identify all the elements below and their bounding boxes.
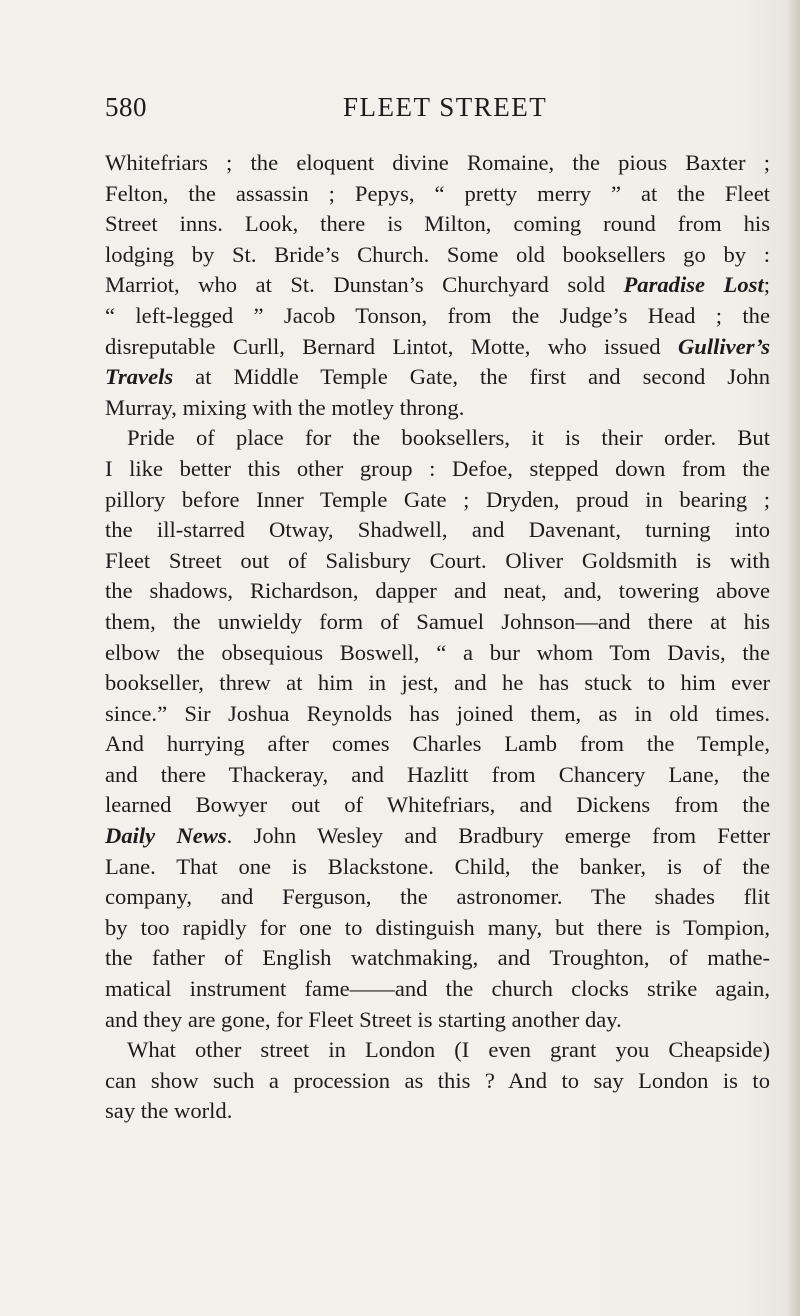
text-line: Murray, mixing with the motley throng. [105,394,465,420]
running-title: FLEET STREET [343,92,548,122]
text-line: Lane. That one is Blackstone. Child, the banker, is of the [105,853,770,879]
text-line: by too rapidly for one to distinguish many, but there is Tompion, [105,914,770,940]
text-line: them, the unwieldy form of Samuel Johnson—and there at his [105,608,770,634]
text-line: bookseller, threw at him in jest, and he has stuck to him ever [105,670,770,696]
text-line: matical instrument fame——and the church clocks strike again, [105,976,770,1002]
italic-title: Gulliver’s [677,333,770,359]
text-line: Felton, the assassin ; Pepys, “ pretty merry ” at the Fleet [105,180,770,206]
text-line: Travels at Middle Temple Gate, the first and second John [105,364,770,390]
text-line: I like better this other group : Defoe, stepped down from the [105,455,770,481]
text-line: Pride of place for the booksellers, it is their order. But [127,425,770,451]
text-line: pillory before Inner Temple Gate ; Dryden, proud in bearing ; [105,486,770,512]
italic-title: Daily News [105,823,227,849]
text-line: Fleet Street out of Salisbury Court. Oliver Goldsmith is with [105,547,770,573]
text-line: And hurrying after comes Charles Lamb from the Temple, [105,731,770,757]
text-line: “ left-legged ” Jacob Tonson, from the Judge’s Head ; the [105,302,770,328]
page-header [105,92,770,132]
text-line: lodging by St. Bride’s Church. Some old booksellers go by : [105,241,770,267]
text-line: and they are gone, for Fleet Street is starting another day. [105,1006,622,1032]
page-number: 580 [105,92,147,122]
text-line: What other street in London (I even grant you Cheapside) [127,1037,770,1063]
text-line: company, and Ferguson, the astronomer. The shades flit [105,884,770,910]
text-line: the shadows, Richardson, dapper and neat, and, towering above [105,578,770,604]
text-line: elbow the obsequious Boswell, “ a bur whom Tom Davis, the [105,639,770,665]
text-line: disreputable Curll, Bernard Lintot, Motte, who issued Gulliver’s [105,333,770,359]
text-line: and there Thackeray, and Hazlitt from Chancery Lane, the [105,761,770,787]
text-line: say the world. [105,1098,233,1124]
text-line: Whitefriars ; the eloquent divine Romaine, the pious Baxter ; [105,150,770,175]
text-line: since.” Sir Joshua Reynolds has joined them, as in old times. [105,700,770,726]
text-line: the ill-starred Otway, Shadwell, and Davenant, turning into [105,517,770,543]
text-line: can show such a procession as this ? And to say London is to [105,1067,770,1093]
text-line: learned Bowyer out of Whitefriars, and Dickens from the [105,792,770,818]
page-edge-shadow [786,0,800,1316]
italic-title: Travels [105,364,174,390]
italic-title: Paradise Lost [623,272,764,298]
text-line: the father of English watchmaking, and Troughton, of mathe- [105,945,770,971]
text-line: Street inns. Look, there is Milton, coming round from his [105,211,770,237]
text-line: Daily News. John Wesley and Bradbury emerge from Fetter [105,823,770,849]
body-text [105,148,770,1127]
text-line: Marriot, who at St. Dunstan’s Churchyard sold Paradise Lost; [105,272,771,298]
